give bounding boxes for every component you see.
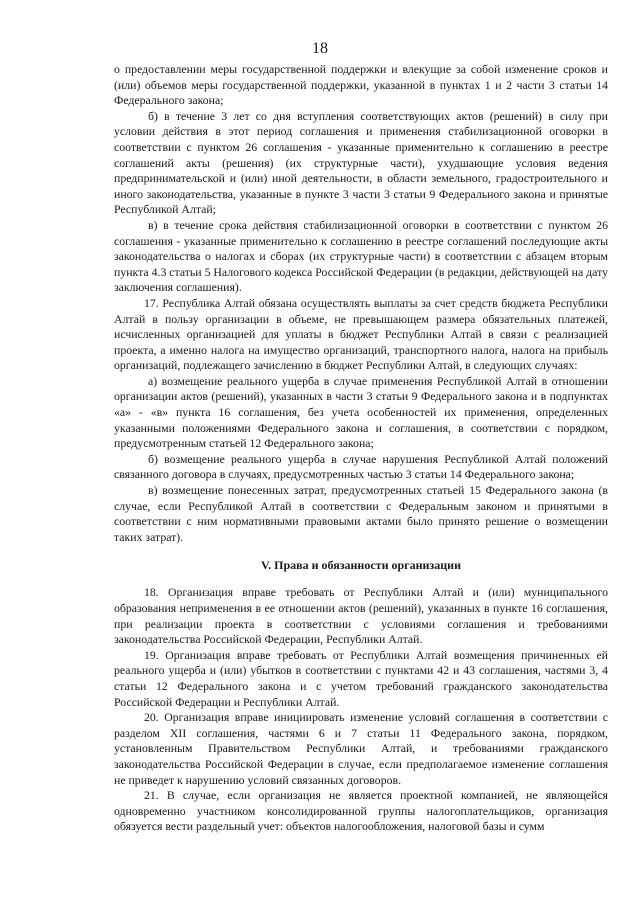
- page-number: 18: [312, 40, 328, 57]
- paragraph-17b: б) возмещение реального ущерба в случае нарушения Республикой Алтай положений связанного договора в случаях, предусмотренных частью 3 статьи 14 Федерального закона;: [114, 451, 608, 482]
- paragraph-19: 19. Организация вправе требовать от Республики Алтай возмещения причиненных ей реального ущерба и (или) убытков в соответствии с пунктами 42 и 43 соглашения, частями 3, 4 статьи 12 Федерального закона и с учетом требований гражданского законодательства Российской Федерации и Республики Алтай.: [114, 647, 608, 709]
- paragraph-21: 21. В случае, если организация не является проектной компанией, не являющейся одновременно участником консолидированной группы налогоплательщиков, организация обязуется вести раздельный учет: объектов налогообложения, налоговой базы и сумм: [114, 788, 608, 834]
- paragraph-20: 20. Организация вправе инициировать изменение условий соглашения в соответствии с разделом XII соглашения, частями 6 и 7 статьи 11 Федерального закона, порядком, установленным Правительством Республики Алтай, и требованиями гражданского законодательства Российской Федерации в случае, если предполагаемое изменение соглашения не приведет к нарушению условий связанных договоров.: [114, 710, 608, 787]
- paragraph-18: 18. Организация вправе требовать от Республики Алтай и (или) муниципального образования неприменения в ее отношении актов (решений), указанных в пункте 16 соглашения, при реализации проекта в соответствии с условиями соглашения и требованиями законодательства Российской Федерации, Республики Алтай.: [114, 585, 608, 647]
- paragraph-17v: в) возмещение понесенных затрат, предусмотренных статьей 15 Федерального закона (в случае, если Республикой Алтай в соответствии с Федеральным законом и принятыми в соответствии с ним нормативными правовыми актами было принято решение о возмещении таких затрат).: [114, 483, 608, 544]
- paragraph-17: 17. Республика Алтай обязана осуществлять выплаты за счет средств бюджета Республики Алтай в пользу организации в объеме, не превышающем размера обязательных платежей, исчисленных организацией для уплаты в бюджет Республики Алтай в связи с реализацией проекта, а именно налога на имущество организаций, транспортного налога, налога на прибыль организаций, подлежащего зачислению в бюджет Республики Алтай, в следующих случаях:: [114, 295, 608, 373]
- paragraph-17a: а) возмещение реального ущерба в случае применения Республикой Алтай в отношении организации актов (решений), указанных в части 3 статьи 9 Федерального закона и в подпунктах «а» - «в» пункта 16 соглашения, без учета особенностей их применения, определенных указанными положениями Федерального закона и соглашения, в соответствии с порядком, предусмотренным статьей 12 Федерального закона;: [114, 373, 608, 451]
- paragraph-16v: в) в течение срока действия стабилизационной оговорки в соответствии с пунктом 26 соглашения - указанные применительно к соглашению в реестре соглашений последующие акты законодательства о налогах и сборах (их структурные части) в соответствии с абзацем вторым пункта 4.3 статьи 5 Налогового кодекса Российской Федерации (в редакции, действующей на дату заключения соглашения).: [114, 217, 608, 295]
- paragraph-continuation: о предоставлении меры государственной поддержки и влекущие за собой изменение сроков и (или) объемов меры государственной поддержки, указанной в пунктах 1 и 2 части 3 статьи 14 Федерального закона;: [114, 62, 608, 108]
- document-body: [114, 62, 608, 835]
- section-title: V. Права и обязанности организации: [260, 558, 461, 573]
- paragraph-16b: б) в течение 3 лет со дня вступления соответствующих актов (решений) в силу при условии действия в этот период соглашения и применения стабилизационной оговорки в соответствии с пунктом 26 соглашения - указанные применительно к соглашению в реестре соглашений акты (решения) (их структурные части), ухудшающие условия ведения предпринимательской и (или) иной деятельности, в области земельного, градостроительного и иного законодательства, указанные в пункте 3 части 3 статьи 9 Федерального закона и принятые Республикой Алтай;: [114, 108, 608, 217]
